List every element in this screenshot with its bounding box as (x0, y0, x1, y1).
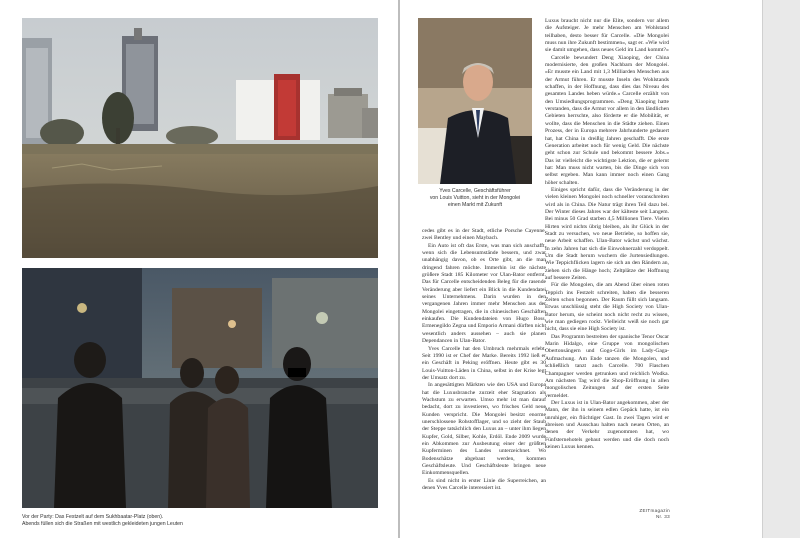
folio-magazine: ZEITmagazin (639, 508, 670, 513)
photo-plaza (22, 18, 378, 258)
street-photo-illustration (22, 268, 378, 508)
folio-issue: Nr. 33 (655, 513, 670, 519)
left-page (0, 0, 398, 538)
paragraph: In angesättigten Märkten wie den USA und Europa hat die Luxusbranche zurzeit eher Stagnation als Wachstum zu erwarten. Umso mehr ist man darauf bedacht, dort zu investieren, wo frisches Geld neue Kunden verspricht. Die Mongolei besitzt enorme unerschlossene Rohstofflager, und so zieht der Staub der Steppe tatsächlich den Luxus an – unter ihm liegen Kupfer, Gold, Silber, Kohle, Erdöl. Ende 2009 wurde ein Abkommen zur Ausbeutung einer der größten Kupferminen des Landes unterzeichnet. Wo Bodenschätze abgebaut werden, kommen Geschäftsleute. Und Geschäftsleute bringen neue Einkommensquellen. (422, 382, 546, 477)
paragraph: Ein Auto ist oft das Erste, was man sich anschafft, wenn sich die Lebensumstände bessern, und zwar unabhängig davon, ob es Orte gibt, an die man dringend fahren möchte. Immerhin ist die nächste größere Stadt 185 Kilometer vor Ulan-Bator entfernt. Das für Carcelle entscheidenden Beleg für die rasende Veränderung aber liefert ein Blick in die Kundendatei seines Unternehmens. Darin wurden in den vergangenen Jahren immer mehr Menschen aus der Mongolei eingetragen, die in chinesischen Geschäften einkaufen. Die Kundendateien von Hugo Boss, Ermenegildo Zegna und Emporio Armani dürften nicht wesentlich anders aussehen – auch sie planen Dependancen in Ulan-Bator. (422, 242, 546, 345)
portrait-caption-line-1: Yves Carcelle, Geschäftsführer (439, 188, 511, 194)
folio (630, 508, 670, 519)
plaza-photo-illustration (22, 18, 378, 258)
paragraph: Luxus braucht nicht nur die Elite, sondern vor allem die Aufsteiger. Je mehr Menschen am Wohlstand teilhaben, desto besser für Carcelle. »Die Mongolei muss nun ihre Zukunft bestimmen«, sagt er. »Wie wird sie damit umgehen, dass neues Geld im Land kommt?« (545, 18, 669, 54)
paragraph: Einiges spricht dafür, dass die Veränderung in der vielen kleinen Mongolei noch schneller voranschreiten wird als in China. Die Natur trägt ihren Teil dazu bei. Der Winter dieses Jahres war der kälteste seit Langem. Bei minus 50 Grad starben 4,5 Millionen Tiere. Vielen Hirten wird nichts übrig bleiben, als ihr Glück in der Stadt zu versuchen, wo neue Betriebe, so hoffen sie, neue Arbeit schaffen. Ulan-Bator wächst und wächst. In zehn Jahren hat sich die Einwohnerzahl verdoppelt. Um die Stadt herum wuchern die Jurtensiedlungen. Wie Teppichflicken lagern sie sich an den Rändern an, ziehen sich die Hänge hoch; Zeltplätze der Hoffnung auf bessere Zeiten. (545, 186, 669, 282)
photo-street-night (22, 268, 378, 508)
portrait-caption-line-2: von Louis Vuitton, sieht in der Mongolei (429, 195, 521, 201)
portrait-caption-line-3: einen Markt mit Zukunft (447, 202, 503, 208)
paragraph: Der Luxus ist in Ulan-Bator angekommen, aber der Mann, der ihn in seinem edlen Gepäck hatte, ist ein unruhiger, ein flüchtiger Gast. In zwei Tagen wird er abreisen und Ausschau halten nach neuen Orten, an denen der Verkehr zugenommen hat, wo Fünfsternehotels gebaut werden und die doch noch keinen Luxus kennen. (545, 399, 669, 450)
caption-line-1: Vor der Party: Das Festzelt auf dem Sukhbaatar-Platz (oben). (22, 514, 164, 520)
paragraph: Carcelle bewundert Deng Xiaoping, der China modernisierte, den großen Nachbarn der Mongolei. »Er musste ein Land mit 1,3 Milliarden Menschen aus der Armut führen. Er musste Inseln des Wohlstands schaffen, in der Hoffnung, dass dies das Niveau des gesamten Landes heben würde.« Carcelle erzählt von den Umsiedlungsprogrammen. »Deng Xiaoping hatte verstanden, dass die Armut vor allem in den ländlichen Gebieten herrschte, also förderte er die Mobilität, er wollte, dass die Menschen in die Städte ziehen. Einen Prozess, der in Europa mehrere Jahrhunderte gedauert hat, hat China in dreißig Jahren geschafft. Die erste Generation arbeitet noch für wenig Geld. Die nächste geht schon zur Schule und bekommt bessere Jobs.« Das ist vielleicht die wichtigste Lektion, die er gelernt hat: Man muss nicht warten, bis die Dinge sich von selbst ergeben. Man kann immer noch einen Gang höher schalten. (545, 54, 669, 186)
paragraph: cedes gibt es in der Stadt, etliche Porsche Cayenne, zwei Bentley und einen Maybach. (422, 228, 546, 242)
paragraph: Es sind nicht in erster Linie die Superreichen, an denen Yves Carcelle interessiert ist. (422, 477, 546, 492)
portrait-photo (418, 18, 532, 184)
right-page (400, 0, 798, 538)
paragraph: Yves Carcelle hat den Umbruch mehrmals erlebt. Seit 1990 ist er Chef der Marke. Bereits 1992 ließ er ein Geschäft in Peking eröffnen. Heute gibt es 30 Louis-Vuitton-Läden in China, selbst in der Krise legt der Umsatz dort zu. (422, 345, 546, 381)
next-page-edge (762, 0, 800, 538)
text-column-1 (422, 228, 546, 528)
portrait-illustration (418, 18, 532, 184)
paragraph: Für die Mongolen, die am Abend über einen roten Teppich ins Festzelt schreiten, haben die besseren Zeiten schon begonnen. Der Raum füllt sich langsam. Etwas unschlüssig steht die High Society von Ulan-Bator herum, sie scheint noch nicht recht zu wissen, wie man gediegen rockt. Vielleicht weiß sie noch gar nicht, dass sie eine High Society ist. (545, 282, 669, 333)
caption-line-2: Abends füllen sich die Straßen mit westlich gekleideten jungen Leuten (22, 521, 183, 527)
paragraph: Das Programm bestreiten der spanische Tenor Oscar Marin Hidalgo, eine Gruppe von mongolischen Obertonsängern und Gogo-Girls im Lady-Gaga-Aufmachung. Am Ende tanzen die Mongolen, und schließlich tanzt auch Carcelle. 700 Flaschen Champagner werden getrunken und reichlich Wodka. Am nächsten Tag wird die Shop-Eröffnung in allen mongolischen Zeitungen auf der ersten Seite vermeldet. (545, 333, 669, 399)
text-column-2 (545, 18, 669, 518)
portrait-caption (418, 188, 532, 209)
photo-caption (22, 514, 378, 528)
